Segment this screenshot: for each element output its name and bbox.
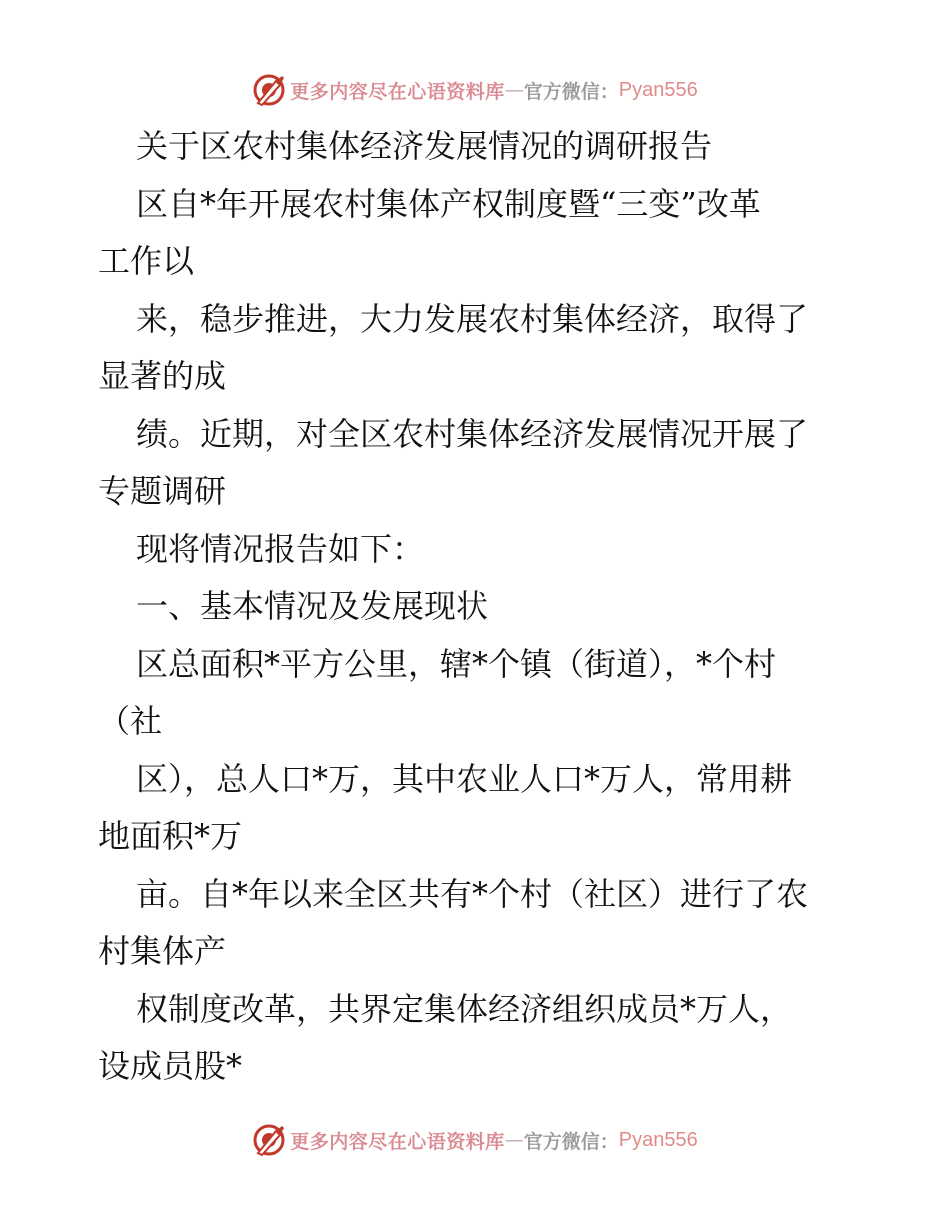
wechat-label: 官方微信：	[523, 80, 619, 103]
text-line: （社	[98, 702, 163, 740]
text-line: 工作以	[98, 242, 195, 280]
banner-separator: —	[504, 1129, 524, 1151]
wechat-id: Pyan556	[618, 78, 698, 101]
text-line: 权制度改革，共界定集体经济组织成员*万人，	[136, 989, 793, 1028]
footer-banner	[0, 1120, 950, 1160]
text-line: 地面积*万	[98, 817, 243, 855]
wechat-id: Pyan556	[618, 1128, 698, 1151]
document-title: 关于区农村集体经济发展情况的调研报告	[136, 127, 713, 165]
text-line: 区自*年开展农村集体产权制度暨“三变”改革	[136, 184, 761, 223]
text-line: 来，稳步推进，大力发展农村集体经济，取得了	[136, 299, 809, 338]
banner-slogan: 更多内容尽在心语资料库	[290, 1130, 505, 1153]
pen-logo-icon	[252, 73, 286, 107]
text-line: 现将情况报告如下：	[136, 529, 425, 568]
text-line: 专题调研	[98, 472, 227, 510]
section-heading: 一、基本情况及发展现状	[136, 587, 489, 625]
text-line: 区总面积*平方公里，辖*个镇（街道），*个村	[136, 644, 777, 683]
text-line: 区），总人口*万，其中农业人口*万人，常用耕	[136, 759, 793, 798]
banner-separator: —	[504, 79, 524, 101]
wechat-label: 官方微信：	[523, 1130, 619, 1153]
pen-logo-icon	[252, 1123, 286, 1157]
banner-slogan: 更多内容尽在心语资料库	[290, 80, 505, 103]
document-body	[98, 118, 878, 1096]
header-banner	[0, 70, 950, 110]
text-line: 村集体产	[98, 932, 227, 970]
text-line: 显著的成	[98, 357, 227, 395]
text-line: 设成员股*	[98, 1047, 243, 1085]
text-line: 绩。近期，对全区农村集体经济发展情况开展了	[136, 414, 809, 453]
text-line: 亩。自*年以来全区共有*个村（社区）进行了农	[136, 874, 809, 913]
